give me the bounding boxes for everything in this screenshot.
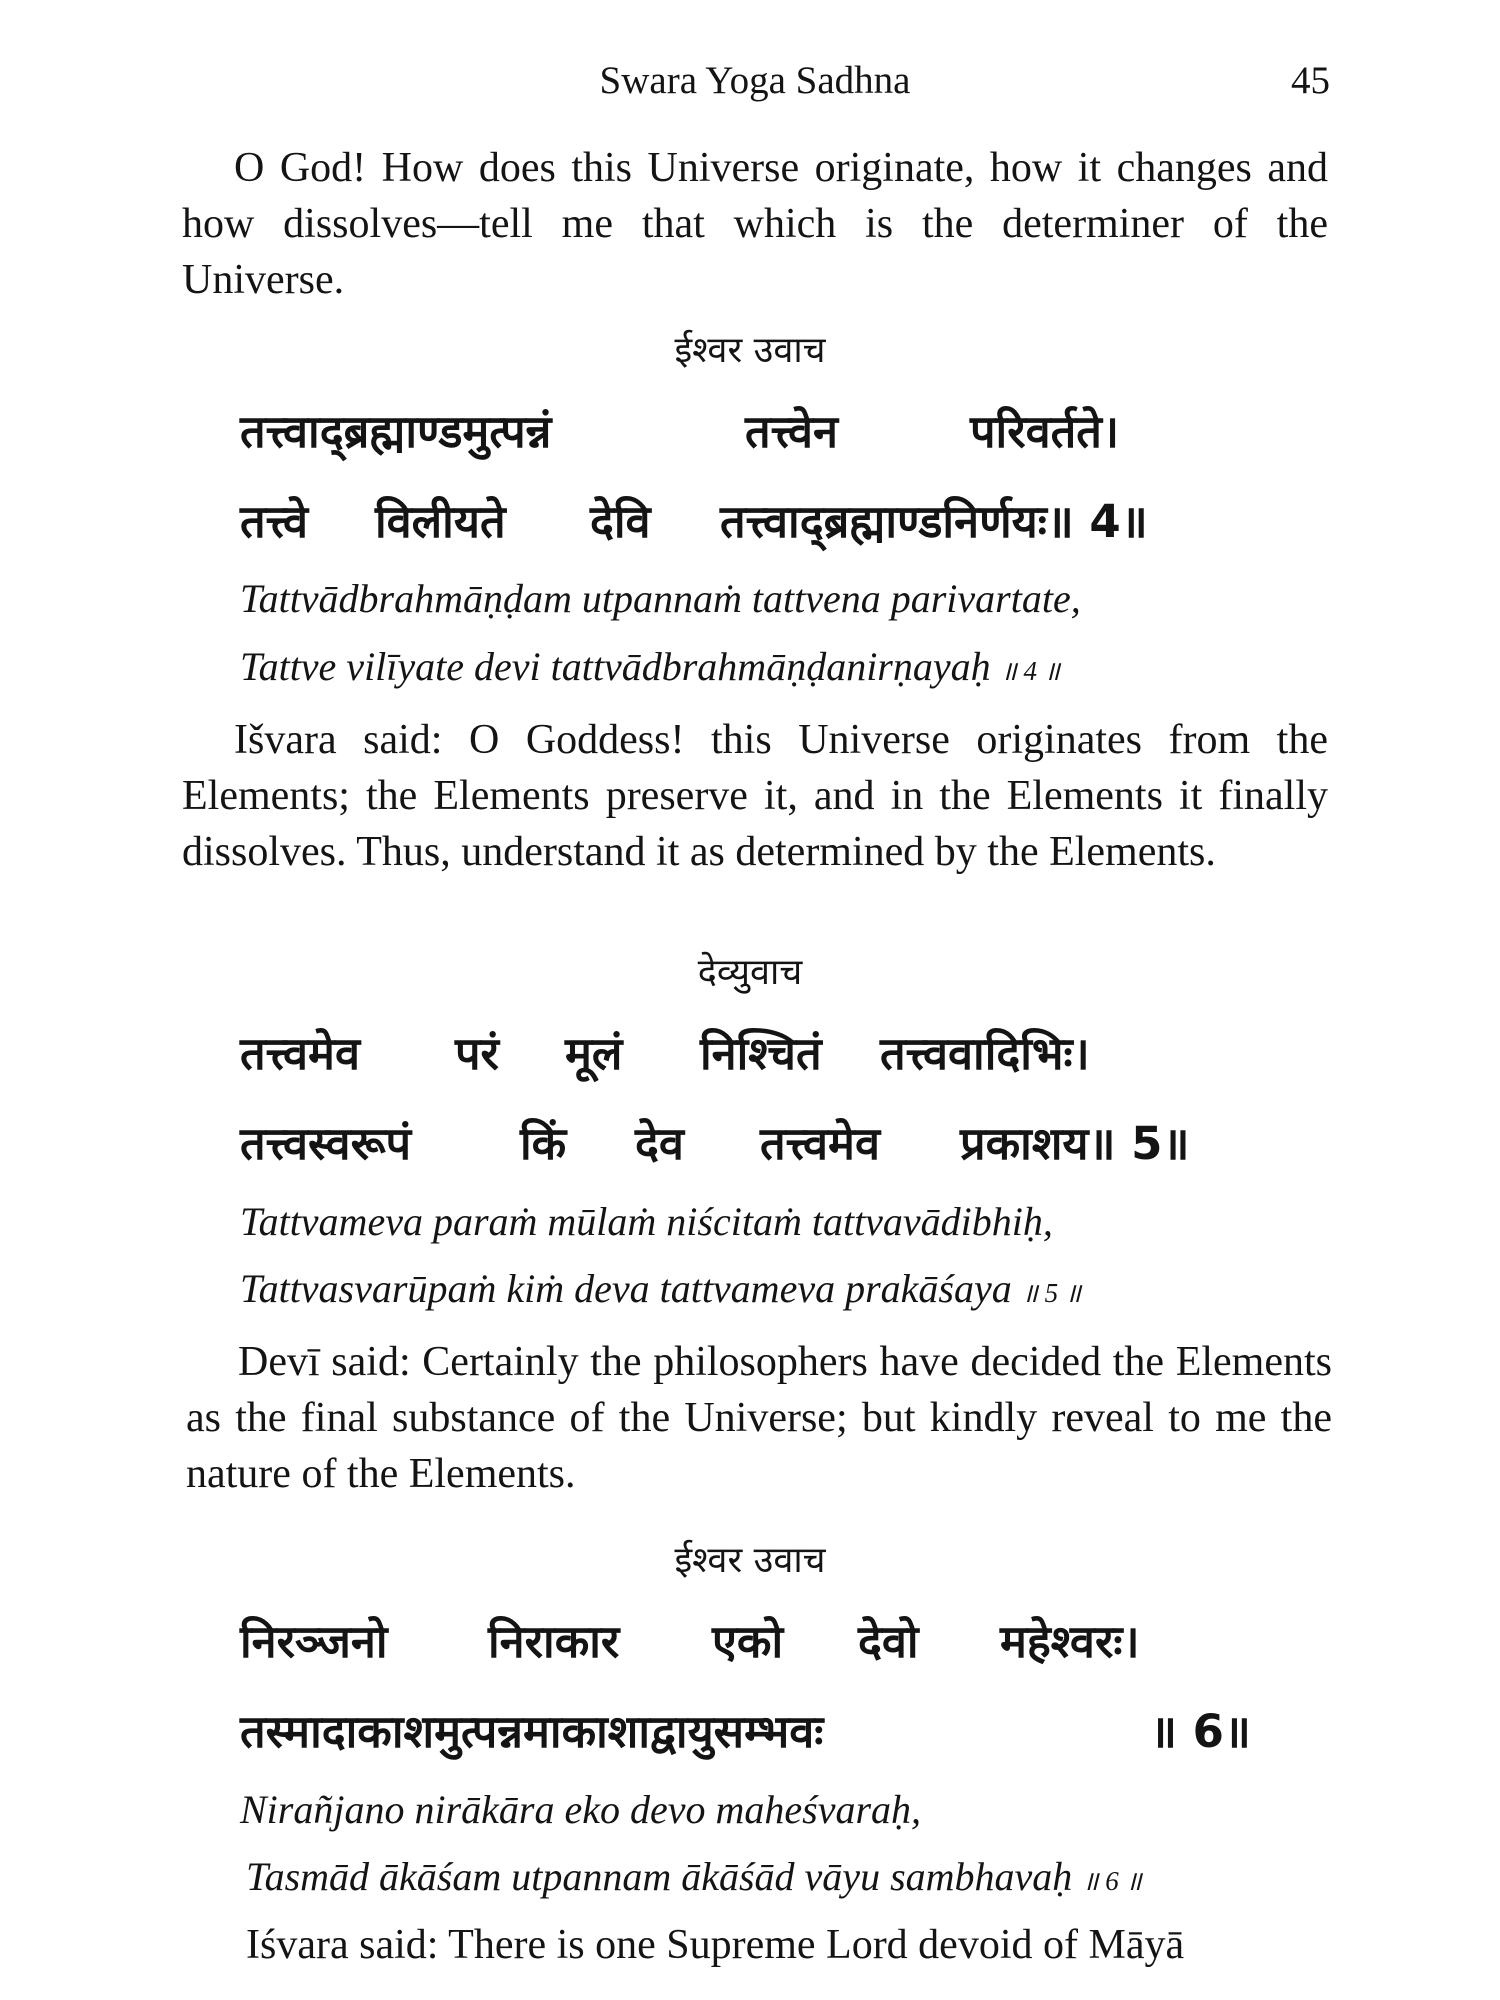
verse-5-line2-word1: तत्त्वस्वरूपं <box>240 1117 412 1170</box>
transliteration-4-line1: Tattvādbrahmāṇḍam utpannaṁ tattvena parivartate, <box>240 576 1081 621</box>
verse-number-5: ॥ 5 ॥ <box>1021 1278 1082 1308</box>
verse-4-line2-word1: तत्त्वे <box>240 495 309 548</box>
transliteration-5-line1: Tattvameva paraṁ mūlaṁ niścitaṁ tattvavādibhiḥ, <box>240 1199 1053 1244</box>
verse-4-line2-word3: देवि <box>590 495 651 548</box>
verse-4-line2-word2: विलीयते <box>375 495 506 548</box>
verse-number-4: ॥ 4 ॥ <box>1000 656 1060 686</box>
transliteration-5-line2-text: Tattvasvarūpaṁ kiṁ deva tattvameva prakāśaya <box>240 1266 1012 1311</box>
verse-5-line1-word1: तत्त्वमेव <box>240 1027 360 1080</box>
verse-5-line1-word4: निश्चितं <box>700 1027 822 1080</box>
speaker-heading-1: ईश्वर उवाच <box>674 330 826 371</box>
verse-4-line1-word1: तत्त्वाद्ब्रह्माण्डमुत्पन्नं <box>240 405 552 458</box>
intro-paragraph: O God! How does this Universe originate, how it changes and how dissolves—tell me that which is the determiner of the Universe. <box>182 145 1328 303</box>
page-header <box>180 58 1330 108</box>
verse-5-line2-word3: देव <box>635 1117 684 1170</box>
verse-5-line2-word2: किं <box>520 1117 567 1170</box>
translation-6-start: Iśvara said: There is one Supreme Lord devoid of Māyā <box>246 1922 1185 1968</box>
verse-6-line1-word1: निरञ्जनो <box>240 1615 388 1668</box>
page-number: 45 <box>1291 59 1330 102</box>
transliteration-6-line1: Nirañjano nirākāra eko devo maheśvaraḥ, <box>240 1787 922 1832</box>
translation-5: Devī said: Certainly the philosophers have decided the Elements as the final substance of the Universe; but kindly reveal to me the nature of the Elements. <box>186 1339 1332 1497</box>
transliteration-4-line2 <box>240 640 1060 698</box>
verse-6-line1-word3: एको <box>712 1615 784 1668</box>
verse-5-line1-word3: मूलं <box>565 1027 623 1080</box>
verse-number-6-devanagari: ॥ 6॥ <box>1150 1705 1251 1758</box>
speaker-heading-3: ईश्वर उवाच <box>674 1540 826 1581</box>
transliteration-5-line2 <box>240 1262 1081 1320</box>
verse-5-line2-word5: प्रकाशय॥ 5॥ <box>960 1117 1190 1170</box>
running-title: Swara Yoga Sadhna <box>599 59 911 102</box>
verse-6-line1-word4: देवो <box>858 1615 919 1668</box>
verse-number-6: ॥ 6 ॥ <box>1082 1866 1142 1896</box>
verse-6-line1-word2: निराकार <box>488 1615 620 1668</box>
transliteration-6-line2-text: Tasmād ākāśam utpannam ākāśād vāyu sambhavaḥ <box>246 1854 1073 1899</box>
verse-4-line1-word3: परिवर्तते। <box>970 405 1119 458</box>
verse-4-line2-word4: तत्त्वाद्ब्रह्माण्डनिर्णयः॥ 4॥ <box>720 495 1148 548</box>
translation-4: Išvara said: O Goddess! this Universe originates from the Elements; the Elements preserve it, and in the Elements it finally dissolves. Thus, understand it as determined by the Elements. <box>182 717 1328 875</box>
verse-5-line1-word5: तत्त्ववादिभिः। <box>880 1027 1090 1080</box>
verse-5-line2-word4: तत्त्वमेव <box>760 1117 880 1170</box>
verse-6-line2-text: तस्मादाकाशमुत्पन्नमाकाशाद्वायुसम्भवः <box>240 1705 824 1758</box>
transliteration-4-line2-text: Tattve vilīyate devi tattvādbrahmāṇḍanirṇayaḥ <box>240 644 991 689</box>
verse-4-line1-word2: तत्त्वेन <box>745 405 839 458</box>
transliteration-6-line2 <box>246 1850 1142 1908</box>
verse-5-line1-word2: परं <box>455 1027 499 1080</box>
verse-6-line1-word5: महेश्वरः। <box>1000 1615 1140 1668</box>
speaker-heading-2: देव्युवाच <box>697 952 803 993</box>
